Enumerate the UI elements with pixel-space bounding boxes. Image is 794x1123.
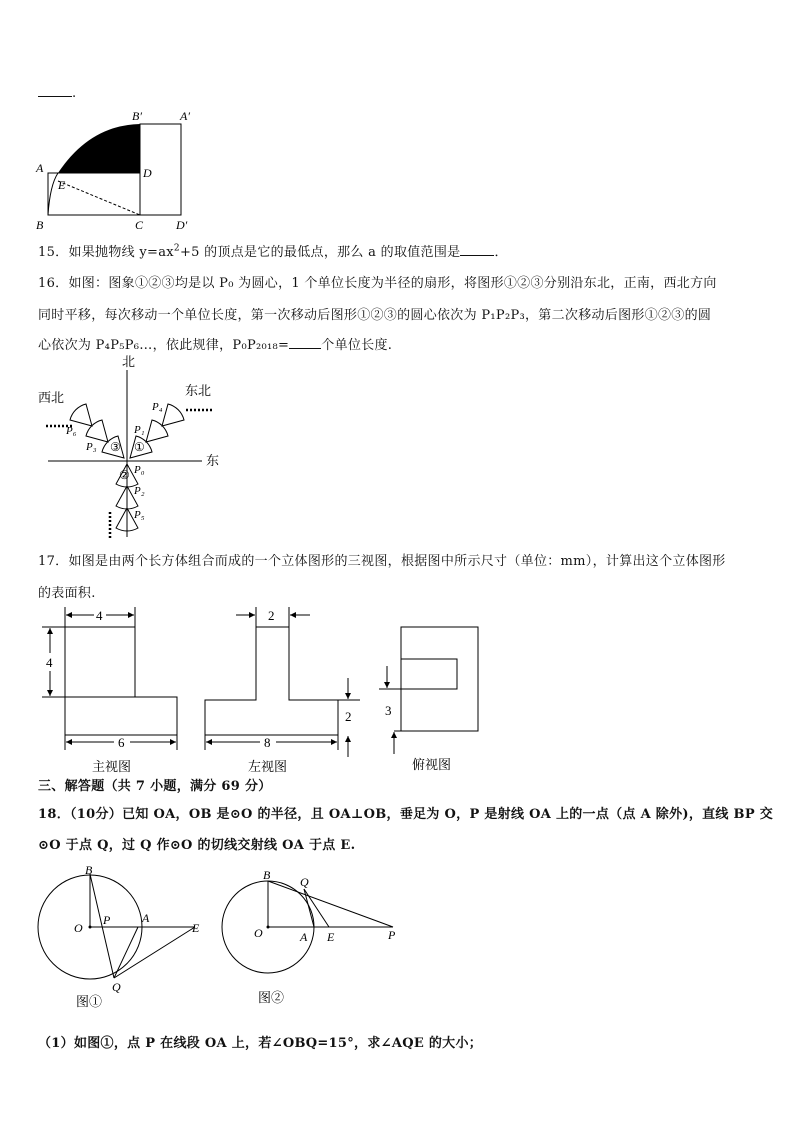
left-dim-right: 2 bbox=[345, 709, 352, 724]
fig2-label-A: A bbox=[300, 930, 308, 944]
q16-blank bbox=[289, 338, 321, 349]
front-upper-block bbox=[65, 627, 135, 697]
period: . bbox=[72, 86, 77, 101]
circle-figure-1 bbox=[30, 860, 220, 1020]
arc-BE bbox=[48, 173, 58, 215]
label-P3: P₃ bbox=[86, 441, 97, 453]
front-dim-left: 4 bbox=[46, 655, 53, 670]
question-15 bbox=[38, 241, 508, 260]
front-caption: 主视图 bbox=[92, 759, 132, 774]
q16-line3a: 心依次为 P₄P₅P₆…，依此规律，P₀P₂₀₁₈= bbox=[38, 338, 290, 353]
fig1-label-B: B bbox=[85, 863, 93, 877]
top-view bbox=[376, 622, 486, 772]
label-east: 东 bbox=[206, 453, 220, 468]
label-Bp: B′ bbox=[132, 109, 142, 123]
fig1-label-Q: Q bbox=[112, 980, 121, 994]
sector-nw-2 bbox=[86, 420, 108, 442]
label-P2: P₂ bbox=[134, 485, 145, 497]
front-dim-top: 4 bbox=[96, 608, 103, 623]
label-P5: P₅ bbox=[134, 509, 145, 521]
label-P1: P₁ bbox=[134, 424, 145, 436]
shaded-sector bbox=[58, 124, 140, 173]
left-view bbox=[198, 605, 373, 775]
label-P4: P₄ bbox=[152, 401, 163, 413]
q15-end: ． bbox=[494, 245, 508, 260]
label-D: D bbox=[143, 166, 152, 180]
left-dim-top: 2 bbox=[268, 608, 275, 623]
question-17-line1: 17．如图是由两个长方体组合而成的一个立体图形的三视图，根据图中所示尺寸（单位：mm），计算出这个立体图形 bbox=[38, 554, 726, 569]
label-P0: P₀ bbox=[134, 464, 145, 476]
dashed-EC bbox=[58, 181, 140, 215]
question-17-line2: 的表面积. bbox=[38, 586, 96, 601]
left-dim-bottom: 8 bbox=[264, 735, 271, 750]
sector-ne-2 bbox=[146, 420, 168, 442]
question-16-line1: 16．如图：图象①②③均是以 P₀ 为圆心，1 个单位长度为半径的扇形，将图形①②③分别沿东北，正南，西北方向 bbox=[38, 276, 717, 291]
section-title: 三、解答题（共 7 小题，满分 69 分） bbox=[38, 779, 272, 794]
left-view-outline bbox=[205, 627, 338, 735]
fig2-label-B: B bbox=[263, 868, 271, 882]
fig2-label-Q: Q bbox=[300, 875, 309, 889]
label-northwest: 西北 bbox=[38, 390, 65, 405]
figure-sector-translation bbox=[30, 352, 230, 542]
label-A: A bbox=[36, 161, 44, 175]
top-caption: 俯视图 bbox=[412, 757, 452, 772]
sector-nw-3 bbox=[70, 404, 92, 426]
top-dim-left: 3 bbox=[385, 703, 392, 718]
q15-sup: 2 bbox=[173, 243, 180, 254]
fig2-caption: 图② bbox=[258, 990, 285, 1005]
figure-rectangle-rotation bbox=[30, 105, 210, 235]
circled-2: ② bbox=[119, 468, 130, 482]
fig1-label-A: A bbox=[142, 911, 150, 925]
fig1-label-O: O bbox=[74, 921, 83, 935]
label-Ap: A′ bbox=[180, 109, 190, 123]
question-16-line3 bbox=[38, 334, 392, 353]
question-18-line2: ⊙O 于点 Q，过 Q 作⊙O 的切线交射线 OA 于点 E. bbox=[38, 838, 356, 853]
q15-blank bbox=[460, 245, 494, 256]
label-north: 北 bbox=[122, 354, 136, 369]
left-caption: 左视图 bbox=[248, 759, 288, 774]
front-lower-block bbox=[65, 697, 177, 735]
top-inner bbox=[401, 659, 457, 689]
front-view bbox=[36, 605, 186, 775]
label-northeast: 东北 bbox=[185, 383, 212, 398]
q15-prefix: 15．如果抛物线 y=ax bbox=[38, 245, 174, 260]
q16-line3b: 个单位长度. bbox=[321, 338, 393, 353]
label-Dp: D′ bbox=[176, 218, 188, 232]
fig1-caption: 图① bbox=[76, 994, 103, 1009]
label-B: B bbox=[36, 218, 44, 232]
circle-figure-2 bbox=[218, 865, 408, 1015]
fig1-label-E: E bbox=[192, 921, 200, 935]
q15-suffix: +5 的顶点是它的最低点，那么 a 的取值范围是 bbox=[179, 245, 461, 260]
answer-blank bbox=[38, 86, 72, 97]
circled-1: ① bbox=[134, 440, 145, 454]
front-dim-bottom: 6 bbox=[118, 735, 125, 750]
label-E: E bbox=[58, 178, 66, 192]
fig1-label-P: P bbox=[103, 913, 111, 927]
sector-ne-3 bbox=[162, 404, 184, 426]
question-18-part-1: （1）如图①，点 P 在线段 OA 上，若∠OBQ=15°，求∠AQE 的大小； bbox=[38, 1036, 483, 1051]
question-16-line2: 同时平移，每次移动一个单位长度，第一次移动后图形①②③的圆心依次为 P₁P₂P₃，第二次移动后图形①②③的圆 bbox=[38, 308, 712, 323]
circled-3: ③ bbox=[110, 440, 121, 454]
label-C: C bbox=[135, 218, 144, 232]
question-18-line1: 18．（10分）已知 OA，OB 是⊙O 的半径，且 OA⊥OB，垂足为 O，P 是射线 OA 上的一点（点 A 除外)，直线 BP 交 bbox=[38, 807, 774, 822]
fig2-label-O: O bbox=[254, 926, 263, 940]
top-outer bbox=[401, 627, 478, 731]
fig2-label-P: P bbox=[388, 928, 396, 942]
fig2-label-E: E bbox=[327, 930, 335, 944]
label-P6: P₆ bbox=[66, 425, 77, 437]
previous-answer-blank bbox=[38, 86, 76, 101]
